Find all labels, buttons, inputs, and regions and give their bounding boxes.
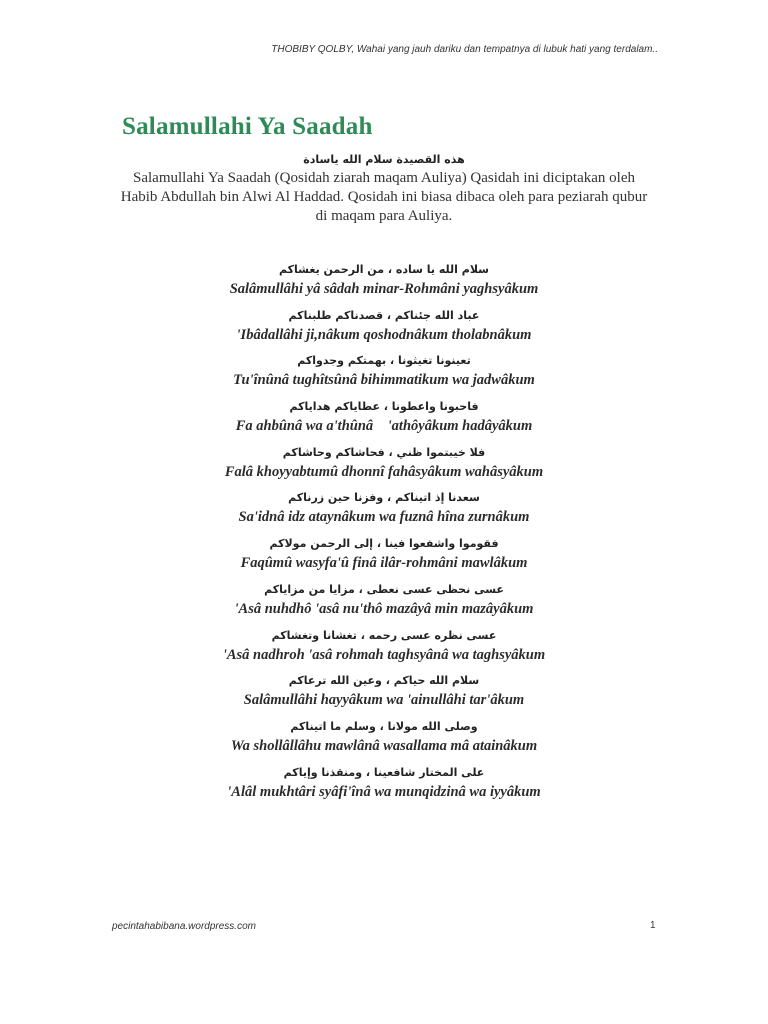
intro-arabic-heading: هذه القصيدة سلام الله ياسادة [303,153,465,166]
verse [0,260,768,306]
verse-arabic: فقوموا واشفعوا فينا ، إلى الرحمن مولاكم [269,537,499,551]
verse-transliteration: Falâ khoyyabtumû dhonnî fahâsyâkum wahâsyâkum [224,463,544,480]
verse [0,488,768,534]
verse-transliteration: 'Ibâdallâhi ji,nâkum qoshodnâkum tholabnâkum [236,326,532,343]
verse [0,351,768,397]
verse-arabic: عسى نحظى عسى نعطى ، مزايا من مزاياكم [264,582,504,596]
intro-paragraph: Salamullahi Ya Saadah (Qosidah ziarah maqam Auliya) Qasidah ini diciptakan oleh Habib Abdullah bin Alwi Al Haddad. Qosidah ini biasa dibaca oleh para peziarah qubur di maqam para Auliya. [120,170,648,224]
verse-arabic: سلام الله يا ساده ، من الرحمن يغشاكم [279,263,489,276]
verse-transliteration: Tu'înûnâ tughîtsûnâ bihimmatikum wa jadwâkum [233,372,535,389]
verse [0,717,768,763]
verse-transliteration: Salâmullâhi hayyâkum wa 'ainullâhi tar'âkum [243,692,525,709]
verse-transliteration: 'Alâl mukhtâri syâfi'înâ wa munqidzinâ wa iyyâkum [227,783,541,800]
verse-arabic: فلا خيبتموا ظني ، فحاشاكم وحاشاكم [282,445,486,459]
verse [0,626,768,672]
verse-list [0,260,768,808]
verse-transliteration: Faqûmû wasyfa'û finâ ilâr-rohmâni mawlâkum [240,555,528,572]
verse-arabic: تعينونا تغيثونا ، بهمتكم وجدواكم [297,354,471,368]
verse-transliteration: Sa'idnâ idz ataynâkum wa fuznâ hîna zurnâkum [238,509,530,526]
page-number: 1 [650,920,656,931]
verse [0,580,768,626]
running-header: THOBIBY QOLBY, Wahai yang jauh dariku dan tempatnya di lubuk hati yang terdalam.. [271,44,658,55]
verse [0,534,768,580]
verse [0,671,768,717]
verse-transliteration: Wa shollâllâhu mawlânâ wasallama mâ atainâkum [230,737,538,754]
verse [0,763,768,809]
footer-url: pecintahabibana.wordpress.com [112,921,256,932]
document-title: Salamullahi Ya Saadah [122,113,373,140]
verse-arabic: على المختار شافعينا ، ومنقذنا وإياكم [283,765,485,779]
verse-arabic: سلام الله حياكم ، وعين الله ترعاكم [288,674,480,688]
verse [0,306,768,352]
verse-arabic: سعدنا إذ اتيناكم ، وفزنا حين زرناكم [288,491,480,505]
verse-arabic: وصلى الله مولانا ، وسلم ما اتيناكم [290,719,478,733]
verse-arabic: عسى نظره عسى رحمه ، تغشانا وتغشاكم [271,628,497,642]
verse-arabic: فاحبونا واعطونا ، عطاياكم هداياكم [289,400,479,414]
verse-transliteration: Fa ahbûnâ wa a'thûnâ 'athôyâkum hadâyâkum [235,418,533,435]
verse [0,397,768,443]
verse-transliteration: 'Asâ nuhdhô 'asâ nu'thô mazâyâ min mazâyâkum [234,600,534,617]
verse-transliteration: 'Asâ nadhroh 'asâ rohmah taghsyânâ wa taghsyâkum [222,646,546,663]
verse-transliteration: Salâmullâhi yâ sâdah minar-Rohmâni yaghsyâkum [229,281,539,297]
verse [0,443,768,489]
verse-arabic: عباد الله جئناكم ، قصدناكم طلبناكم [288,308,480,322]
